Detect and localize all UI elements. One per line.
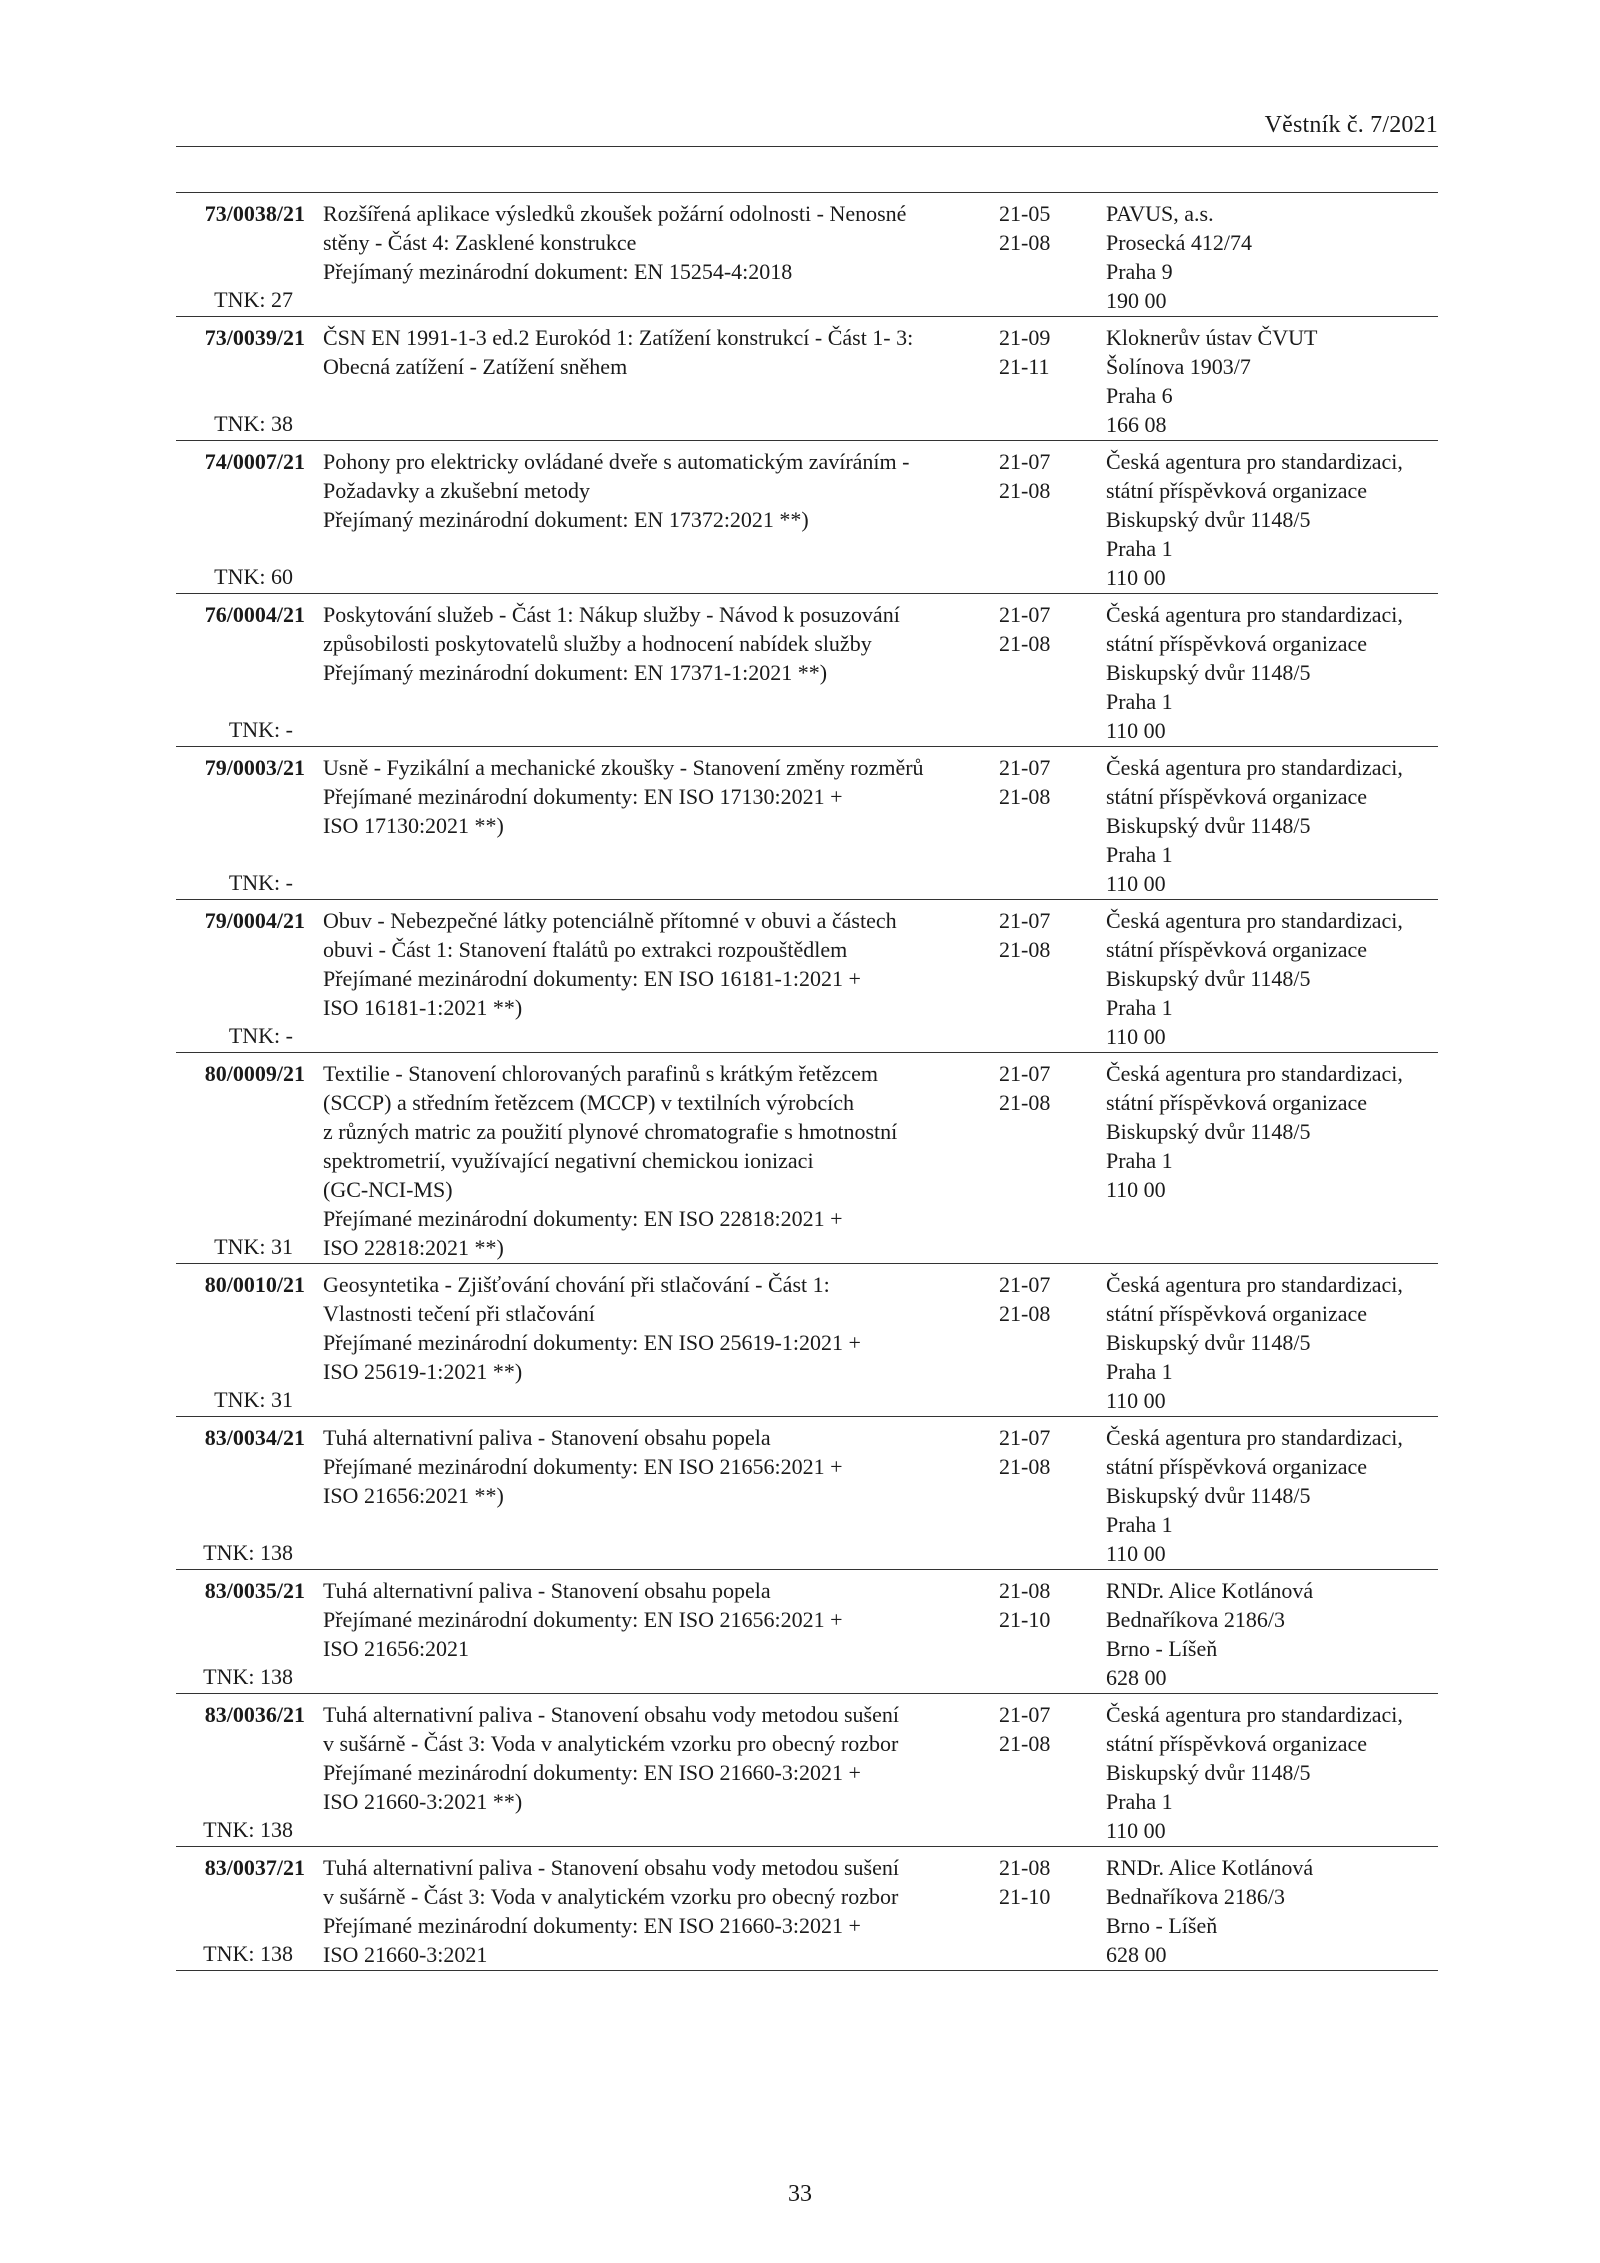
- standard-title: [323, 753, 983, 840]
- processor-address-line: Brno - Líšeň: [1106, 1913, 1218, 1938]
- processor-address-line: Biskupský dvůr 1148/5: [1106, 507, 1311, 532]
- standard-number: 80/0009/21: [204, 1061, 305, 1086]
- standard-number: 73/0039/21: [204, 325, 305, 350]
- processor-address: [1106, 323, 1446, 439]
- processor-address-line: Praha 1: [1106, 1789, 1173, 1814]
- processor-address-line: 190 00: [1106, 288, 1167, 313]
- dates-line: 21-07: [999, 449, 1051, 474]
- standard-number: 74/0007/21: [204, 449, 305, 474]
- standard-title-line: ISO 21656:2021: [323, 1636, 470, 1661]
- dates: [999, 323, 1079, 381]
- standard-number: 79/0004/21: [204, 908, 305, 933]
- dates: [999, 199, 1079, 257]
- standard-title-line: ISO 16181-1:2021 **): [323, 995, 523, 1020]
- tnk-label: TNK: -: [228, 717, 293, 742]
- standard-title-line: Obecná zatížení - Zatížení sněhem: [323, 354, 628, 379]
- processor-address-line: Česká agentura pro standardizaci,: [1106, 1272, 1403, 1297]
- standard-title-line: Přejímané mezinárodní dokumenty: EN ISO 16181-1:2021 +: [323, 966, 861, 991]
- dates-line: 21-08: [999, 1731, 1051, 1756]
- processor-address-line: 110 00: [1106, 718, 1166, 743]
- standard-title: [323, 906, 983, 1022]
- standard-title-line: Přejímané mezinárodní dokumenty: EN ISO 22818:2021 +: [323, 1206, 843, 1231]
- processor-address-line: Praha 1: [1106, 1148, 1173, 1173]
- table-row: [176, 1417, 1438, 1570]
- processor-address: [1106, 1853, 1446, 1969]
- journal-title: Věstník č. 7/2021: [1264, 112, 1438, 138]
- standard-title-line: stěny - Část 4: Zasklené konstrukce: [323, 230, 637, 255]
- processor-address-line: Biskupský dvůr 1148/5: [1106, 966, 1311, 991]
- table-row: [176, 441, 1438, 594]
- tnk-label: TNK: 138: [203, 1817, 293, 1842]
- dates-line: 21-08: [999, 1301, 1051, 1326]
- processor-address-line: státní příspěvková organizace: [1106, 1301, 1368, 1326]
- processor-address-line: Biskupský dvůr 1148/5: [1106, 1119, 1311, 1144]
- processor-address-line: Biskupský dvůr 1148/5: [1106, 813, 1311, 838]
- processor-address-line: Biskupský dvůr 1148/5: [1106, 1330, 1311, 1355]
- tnk-label: TNK: 27: [214, 287, 293, 312]
- dates-line: 21-08: [999, 1454, 1051, 1479]
- processor-address: [1106, 1423, 1446, 1568]
- table-row: [176, 193, 1438, 317]
- dates: [999, 1700, 1079, 1758]
- standard-title-line: Geosyntetika - Zjišťování chování při stlačování - Část 1:: [323, 1272, 830, 1297]
- processor-address-line: RNDr. Alice Kotlánová: [1106, 1855, 1314, 1880]
- standard-title-line: Pohony pro elektricky ovládané dveře s automatickým zavíráním -: [323, 449, 910, 474]
- processor-address-line: státní příspěvková organizace: [1106, 784, 1368, 809]
- table-row: [176, 900, 1438, 1053]
- processor-address-line: Brno - Líšeň: [1106, 1636, 1218, 1661]
- standard-number: 79/0003/21: [204, 755, 305, 780]
- processor-address-line: Praha 9: [1106, 259, 1173, 284]
- standard-title-line: ISO 21656:2021 **): [323, 1483, 504, 1508]
- standard-title-line: Tuhá alternativní paliva - Stanovení obsahu popela: [323, 1425, 771, 1450]
- standard-number: 83/0035/21: [204, 1578, 305, 1603]
- standard-title-line: ISO 17130:2021 **): [323, 813, 504, 838]
- processor-address-line: Praha 1: [1106, 1359, 1173, 1384]
- standard-title-line: Požadavky a zkušební metody: [323, 478, 590, 503]
- processor-address-line: 110 00: [1106, 871, 1166, 896]
- dates-line: 21-07: [999, 908, 1051, 933]
- processor-address-line: RNDr. Alice Kotlánová: [1106, 1578, 1314, 1603]
- standard-number: 83/0034/21: [204, 1425, 305, 1450]
- tnk-label: TNK: 31: [214, 1234, 293, 1259]
- dates-line: 21-08: [999, 230, 1051, 255]
- standard-title: [323, 199, 983, 286]
- dates-line: 21-08: [999, 1855, 1051, 1880]
- standard-title-line: ISO 21660-3:2021 **): [323, 1789, 523, 1814]
- processor-address: [1106, 600, 1446, 745]
- tnk-label: TNK: 38: [214, 411, 293, 436]
- standard-title-line: Rozšířená aplikace výsledků zkoušek požární odolnosti - Nenosné: [323, 201, 907, 226]
- processor-address-line: Biskupský dvůr 1148/5: [1106, 1483, 1311, 1508]
- standard-title: [323, 1059, 983, 1262]
- standard-title: [323, 1853, 983, 1969]
- dates: [999, 906, 1079, 964]
- tnk-label: TNK: -: [228, 1023, 293, 1048]
- dates-line: 21-05: [999, 201, 1051, 226]
- standard-title-line: ČSN EN 1991-1-3 ed.2 Eurokód 1: Zatížení konstrukcí - Část 1- 3:: [323, 325, 914, 350]
- processor-address-line: státní příspěvková organizace: [1106, 631, 1368, 656]
- processor-address-line: Česká agentura pro standardizaci,: [1106, 1702, 1403, 1727]
- processor-address-line: Česká agentura pro standardizaci,: [1106, 908, 1403, 933]
- dates-line: 21-07: [999, 1272, 1051, 1297]
- standard-title-line: Tuhá alternativní paliva - Stanovení obsahu vody metodou sušení: [323, 1702, 899, 1727]
- standard-number: 80/0010/21: [204, 1272, 305, 1297]
- dates-line: 21-08: [999, 631, 1051, 656]
- standard-title: [323, 1700, 983, 1816]
- standard-title-line: Přejímané mezinárodní dokumenty: EN ISO 21660-3:2021 +: [323, 1760, 861, 1785]
- processor-address-line: 110 00: [1106, 1024, 1166, 1049]
- processor-address-line: Praha 6: [1106, 383, 1173, 408]
- processor-address-line: 110 00: [1106, 565, 1166, 590]
- standard-title: [323, 1423, 983, 1510]
- standard-title-line: Tuhá alternativní paliva - Stanovení obsahu vody metodou sušení: [323, 1855, 899, 1880]
- table-row: [176, 1694, 1438, 1847]
- dates-line: 21-07: [999, 1425, 1051, 1450]
- dates-line: 21-11: [999, 354, 1050, 379]
- standard-title-line: v sušárně - Část 3: Voda v analytickém vzorku pro obecný rozbor: [323, 1731, 899, 1756]
- standard-title-line: obuvi - Část 1: Stanovení ftalátů po extrakci rozpouštědlem: [323, 937, 848, 962]
- processor-address-line: Praha 1: [1106, 842, 1173, 867]
- processor-address: [1106, 753, 1446, 898]
- standards-table: [176, 192, 1438, 1971]
- standard-title-line: Přejímaný mezinárodní dokument: EN 17372:2021 **): [323, 507, 809, 532]
- standard-title-line: spektrometrií, využívající negativní chemickou ionizaci: [323, 1148, 814, 1173]
- processor-address-line: státní příspěvková organizace: [1106, 1090, 1368, 1115]
- table-row: [176, 594, 1438, 747]
- standard-title-line: Přejímané mezinárodní dokumenty: EN ISO 21656:2021 +: [323, 1454, 843, 1479]
- processor-address-line: Kloknerův ústav ČVUT: [1106, 325, 1318, 350]
- processor-address-line: Praha 1: [1106, 689, 1173, 714]
- dates-line: 21-08: [999, 1578, 1051, 1603]
- table-row: [176, 317, 1438, 441]
- processor-address-line: 110 00: [1106, 1818, 1166, 1843]
- standard-title-line: Usně - Fyzikální a mechanické zkoušky - Stanovení změny rozměrů: [323, 755, 924, 780]
- standard-title: [323, 323, 983, 381]
- standard-title-line: ISO 22818:2021 **): [323, 1235, 504, 1260]
- standard-number: 83/0036/21: [204, 1702, 305, 1727]
- processor-address-line: 628 00: [1106, 1942, 1167, 1967]
- standard-title-line: Obuv - Nebezpečné látky potenciálně přítomné v obuvi a částech: [323, 908, 897, 933]
- processor-address-line: státní příspěvková organizace: [1106, 478, 1368, 503]
- processor-address-line: 110 00: [1106, 1541, 1166, 1566]
- standard-title-line: Přejímané mezinárodní dokumenty: EN ISO 21660-3:2021 +: [323, 1913, 861, 1938]
- page-number: 33: [788, 2181, 812, 2207]
- standard-title: [323, 447, 983, 534]
- dates-line: 21-10: [999, 1884, 1051, 1909]
- standard-title-line: Přejímaný mezinárodní dokument: EN 17371-1:2021 **): [323, 660, 828, 685]
- processor-address-line: Bednaříkova 2186/3: [1106, 1607, 1286, 1632]
- processor-address-line: Česká agentura pro standardizaci,: [1106, 602, 1403, 627]
- dates: [999, 1423, 1079, 1481]
- processor-address-line: PAVUS, a.s.: [1106, 201, 1214, 226]
- standard-number: 76/0004/21: [204, 602, 305, 627]
- processor-address-line: Česká agentura pro standardizaci,: [1106, 755, 1403, 780]
- standard-title-line: Přejímané mezinárodní dokumenty: EN ISO 17130:2021 +: [323, 784, 843, 809]
- processor-address-line: Praha 1: [1106, 995, 1173, 1020]
- processor-address-line: Biskupský dvůr 1148/5: [1106, 1760, 1311, 1785]
- tnk-label: TNK: 60: [214, 564, 293, 589]
- dates: [999, 1853, 1079, 1911]
- standard-title: [323, 1270, 983, 1386]
- page-header: [176, 112, 1438, 147]
- standard-title-line: Tuhá alternativní paliva - Stanovení obsahu popela: [323, 1578, 771, 1603]
- standard-title-line: Textilie - Stanovení chlorovaných parafinů s krátkým řetězcem: [323, 1061, 878, 1086]
- tnk-label: TNK: 138: [203, 1540, 293, 1565]
- dates-line: 21-07: [999, 1061, 1051, 1086]
- processor-address-line: Praha 1: [1106, 536, 1173, 561]
- processor-address-line: 110 00: [1106, 1388, 1166, 1413]
- standard-title: [323, 1576, 983, 1663]
- standard-title-line: v sušárně - Část 3: Voda v analytickém vzorku pro obecný rozbor: [323, 1884, 899, 1909]
- standard-title-line: způsobilosti poskytovatelů služby a hodnocení nabídek služby: [323, 631, 872, 656]
- standard-title-line: Přejímané mezinárodní dokumenty: EN ISO 25619-1:2021 +: [323, 1330, 861, 1355]
- processor-address-line: Prosecká 412/74: [1106, 230, 1253, 255]
- standard-number: 73/0038/21: [204, 201, 305, 226]
- processor-address-line: státní příspěvková organizace: [1106, 937, 1368, 962]
- processor-address-line: 166 08: [1106, 412, 1167, 437]
- processor-address-line: Biskupský dvůr 1148/5: [1106, 660, 1311, 685]
- dates: [999, 447, 1079, 505]
- dates-line: 21-08: [999, 1090, 1051, 1115]
- processor-address-line: Bednaříkova 2186/3: [1106, 1884, 1286, 1909]
- table-row: [176, 1847, 1438, 1971]
- dates: [999, 753, 1079, 811]
- processor-address: [1106, 1576, 1446, 1692]
- standard-title-line: Přejímané mezinárodní dokumenty: EN ISO 21656:2021 +: [323, 1607, 843, 1632]
- standard-title-line: Vlastnosti tečení při stlačování: [323, 1301, 595, 1326]
- processor-address-line: státní příspěvková organizace: [1106, 1731, 1368, 1756]
- tnk-label: TNK: 138: [203, 1941, 293, 1966]
- processor-address-line: Česká agentura pro standardizaci,: [1106, 1425, 1403, 1450]
- standard-title-line: ISO 25619-1:2021 **): [323, 1359, 523, 1384]
- processor-address-line: Česká agentura pro standardizaci,: [1106, 449, 1403, 474]
- dates: [999, 1576, 1079, 1634]
- table-row: [176, 1264, 1438, 1417]
- processor-address-line: Praha 1: [1106, 1512, 1173, 1537]
- tnk-label: TNK: 31: [214, 1387, 293, 1412]
- tnk-label: TNK: 138: [203, 1664, 293, 1689]
- standard-title: [323, 600, 983, 687]
- tnk-label: TNK: -: [228, 870, 293, 895]
- table-row: [176, 1053, 1438, 1264]
- processor-address: [1106, 906, 1446, 1051]
- standard-title-line: z různých matric za použití plynové chromatografie s hmotnostní: [323, 1119, 898, 1144]
- processor-address-line: Šolínova 1903/7: [1106, 354, 1251, 379]
- processor-address-line: státní příspěvková organizace: [1106, 1454, 1368, 1479]
- dates: [999, 1059, 1079, 1117]
- dates-line: 21-07: [999, 602, 1051, 627]
- standard-number: 83/0037/21: [204, 1855, 305, 1880]
- dates-line: 21-10: [999, 1607, 1051, 1632]
- dates-line: 21-08: [999, 937, 1051, 962]
- dates-line: 21-08: [999, 784, 1051, 809]
- dates: [999, 1270, 1079, 1328]
- standard-title-line: Přejímaný mezinárodní dokument: EN 15254-4:2018: [323, 259, 793, 284]
- table-row: [176, 1570, 1438, 1694]
- processor-address-line: 110 00: [1106, 1177, 1166, 1202]
- standard-title-line: (GC-NCI-MS): [323, 1177, 453, 1202]
- dates-line: 21-07: [999, 1702, 1051, 1727]
- processor-address: [1106, 1700, 1446, 1845]
- processor-address: [1106, 447, 1446, 592]
- standard-title-line: Poskytování služeb - Část 1: Nákup služby - Návod k posuzování: [323, 602, 900, 627]
- dates-line: 21-07: [999, 755, 1051, 780]
- standard-title-line: ISO 21660-3:2021: [323, 1942, 488, 1967]
- processor-address: [1106, 1059, 1446, 1204]
- processor-address-line: Česká agentura pro standardizaci,: [1106, 1061, 1403, 1086]
- processor-address: [1106, 1270, 1446, 1415]
- standard-title-line: (SCCP) a středním řetězcem (MCCP) v textilních výrobcích: [323, 1090, 854, 1115]
- dates-line: 21-09: [999, 325, 1051, 350]
- processor-address: [1106, 199, 1446, 315]
- dates: [999, 600, 1079, 658]
- processor-address-line: 628 00: [1106, 1665, 1167, 1690]
- table-row: [176, 747, 1438, 900]
- dates-line: 21-08: [999, 478, 1051, 503]
